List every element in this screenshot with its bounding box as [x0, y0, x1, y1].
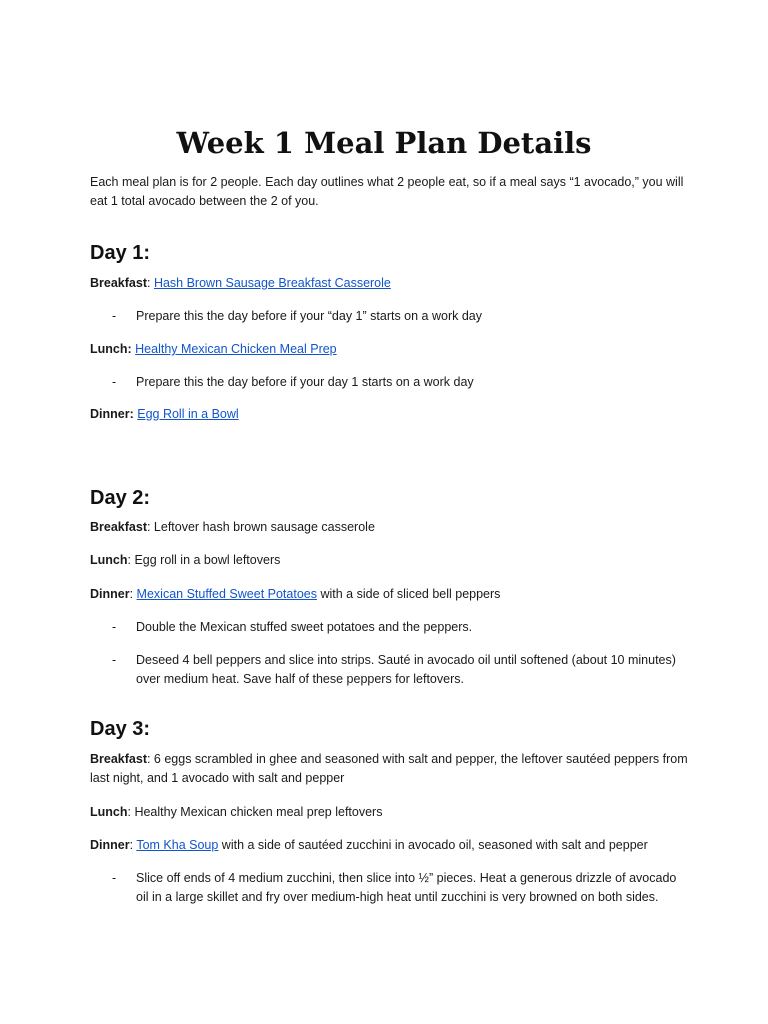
colon: :	[146, 276, 154, 290]
bullet-marker: -	[112, 309, 117, 323]
dinner-text: with a side of sliced bell peppers	[316, 587, 501, 601]
day-2-heading: Day 2:	[90, 487, 151, 509]
breakfast-label: Breakfast	[90, 520, 147, 534]
hash-brown-casserole-link[interactable]: Hash Brown Sausage Breakfast Casserole	[153, 276, 391, 290]
day-1-dinner	[90, 405, 690, 424]
day-1-breakfast	[90, 274, 690, 293]
bullet-marker: -	[112, 375, 117, 389]
day-2-dinner-note-2: Deseed 4 bell peppers and slice into strips. Sauté in avocado oil until softened (about 10 minutes) over medium heat. Save half of these peppers for leftovers.	[136, 653, 676, 686]
intro-paragraph: Each meal plan is for 2 people. Each day outlines what 2 people eat, so if a meal says “1 avocado,” you will eat 1 total avocado between the 2 of you.	[90, 175, 684, 208]
day-2-lunch	[90, 551, 690, 570]
breakfast-text: : 6 eggs scrambled in ghee and seasoned with salt and pepper, the leftover sautéed peppers from last night, and 1 avocado with salt and pepper	[90, 752, 688, 785]
day-3-dinner	[90, 836, 690, 855]
lunch-label: Lunch	[90, 553, 128, 567]
day-3-heading: Day 3:	[90, 718, 151, 740]
day-1-lunch	[90, 340, 690, 359]
bullet-marker: -	[112, 620, 117, 634]
breakfast-label: Breakfast	[90, 752, 147, 766]
dinner-label: Dinner:	[90, 407, 134, 421]
day-2-dinner-note-1: Double the Mexican stuffed sweet potatoes and the peppers.	[136, 620, 473, 634]
day-3-breakfast	[90, 750, 690, 788]
day-1-lunch-note: Prepare this the day before if your day 1 starts on a work day	[136, 375, 474, 389]
day-3-lunch	[90, 803, 690, 822]
page-title: Week 1 Meal Plan Details	[176, 126, 592, 160]
mexican-chicken-meal-prep-link[interactable]: Healthy Mexican Chicken Meal Prep	[135, 342, 337, 356]
lunch-label: Lunch:	[90, 342, 132, 356]
lunch-text: : Egg roll in a bowl leftovers	[127, 553, 281, 567]
day-3-dinner-note: Slice off ends of 4 medium zucchini, then slice into ½” pieces. Heat a generous drizzle of avocado oil in a large skillet and fry over medium-high heat until zucchini is very browned on both sides.	[136, 871, 677, 904]
day-2-dinner	[90, 585, 690, 604]
colon: :	[129, 838, 137, 852]
breakfast-label: Breakfast	[90, 276, 147, 290]
day-2-breakfast	[90, 518, 690, 537]
egg-roll-bowl-link[interactable]: Egg Roll in a Bowl	[137, 407, 239, 421]
mexican-stuffed-sweet-potatoes-link[interactable]: Mexican Stuffed Sweet Potatoes	[136, 587, 317, 601]
dinner-label: Dinner	[90, 838, 130, 852]
lunch-text: : Healthy Mexican chicken meal prep leftovers	[127, 805, 383, 819]
colon: :	[129, 587, 137, 601]
dinner-label: Dinner	[90, 587, 130, 601]
breakfast-text: : Leftover hash brown sausage casserole	[146, 520, 375, 534]
bullet-marker: -	[112, 653, 117, 667]
dinner-text: with a side of sautéed zucchini in avocado oil, seasoned with salt and pepper	[218, 838, 648, 852]
day-1-heading: Day 1:	[90, 242, 151, 264]
day-1-breakfast-note: Prepare this the day before if your “day 1” starts on a work day	[136, 309, 483, 323]
bullet-marker: -	[112, 871, 117, 885]
lunch-label: Lunch	[90, 805, 128, 819]
tom-kha-soup-link[interactable]: Tom Kha Soup	[136, 838, 219, 852]
